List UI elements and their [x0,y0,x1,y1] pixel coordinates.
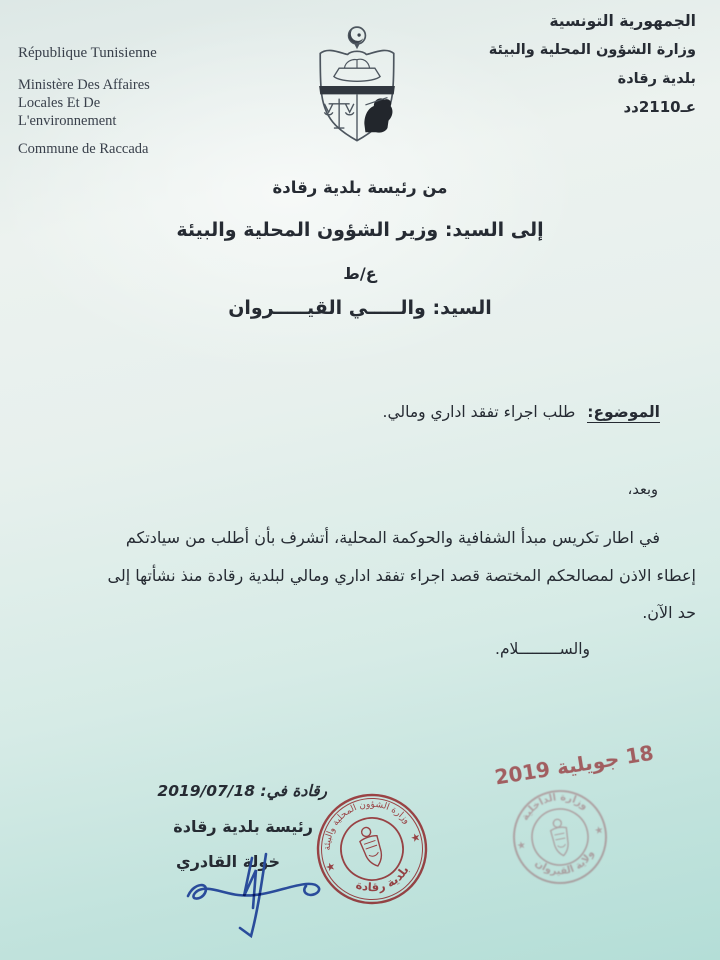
opening-word: وبعد، [627,482,658,498]
body-line: حد الآن. [642,603,696,622]
signer-title: رئيسة بلدية رقادة [173,817,313,836]
header-french-ministry-3: L'environnement [18,113,117,129]
header-french [18,44,157,158]
stamp-star-icon: ★ [323,859,338,875]
header-french-republic: République Tunisienne [18,45,157,61]
governorate-stamp-top-text: وزارة الداخلية [519,792,590,823]
body-line: إعطاء الاذن لمصالحكم المختصة قصد اجراء تفقد اداري ومالي لبلدية رقادة منذ نشأتها إلى [107,565,696,585]
date-stamp: 18 جويلية 2019 [493,740,656,790]
stamp-star-icon: ★ [516,839,527,853]
header-french-ministry-1: Ministère Des Affaires [18,77,150,93]
reference-number: عـ2110دد [623,98,696,116]
subject-line [383,403,660,421]
place-date-line: رقادة في: 2019/07/18 [157,782,327,800]
header-french-commune: Commune de Raccada [18,141,149,157]
governorate-stamp-emblem [549,818,572,857]
stamp-star-icon: ★ [408,829,423,846]
svg-text:بلدية رقادة [351,860,416,901]
to-line: إلى السيد: وزير الشؤون المحلية والبيئة [176,219,544,241]
municipal-stamp-bottom-text: بلدية رقادة [354,863,412,895]
recipient-line: السيد: والـــــي القيـــــروان [228,297,492,319]
header-french-ministry-2: Locales Et De [18,95,101,111]
municipality-title: بلدية رقادة [617,71,696,87]
ministry-title: وزارة الشؤون المحلية والبيئة [488,42,696,58]
from-line: من رئيسة بلدية رقادة [272,178,448,197]
subject-label: الموضوع: [587,403,660,421]
municipal-stamp-emblem [356,825,386,869]
via-line: ع/ط [343,264,377,283]
stamp-star-icon: ★ [593,824,605,838]
republic-title: الجمهورية التونسية [549,12,696,30]
header-arabic [489,12,696,116]
body-line: في اطار تكريس مبدأ الشفافية والحوكمة المحلية، أتشرف بأن أطلب من سيادتكم [125,528,660,547]
body-paragraph [18,519,696,632]
tunisia-coat-of-arms-emblem [303,24,411,148]
subject-text: طلب اجراء تفقد اداري ومالي. [382,403,576,421]
closing-word: والســـــــــلام. [495,640,590,658]
governorate-stamp-bottom-text: ولاية القيروان [532,848,597,878]
municipal-stamp-top-text: وزارة الشؤون المحلية والبيئة [322,799,412,851]
signer-name: خولة القادري [176,852,280,871]
